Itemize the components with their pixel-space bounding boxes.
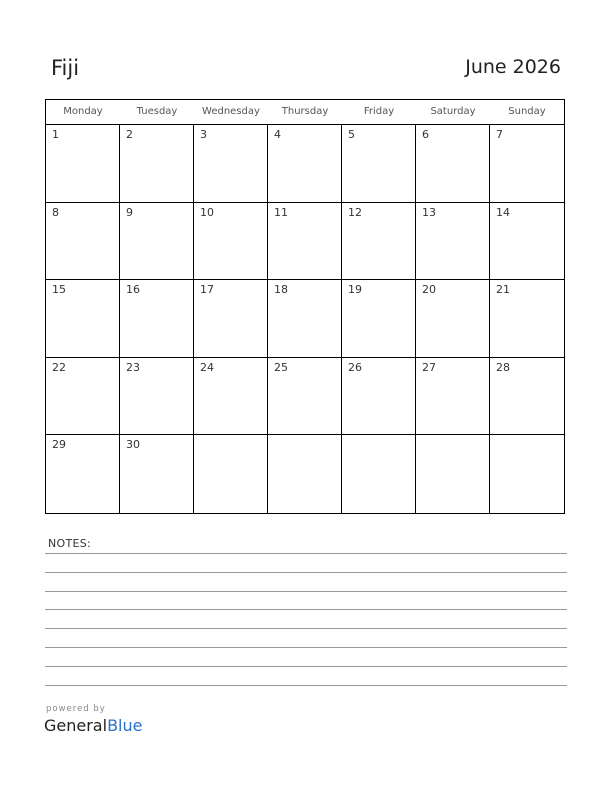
day-number: 13 [422,205,436,219]
calendar-grid [45,99,565,514]
day-number: 24 [200,360,214,374]
day-cell [268,358,342,436]
day-cell [268,125,342,203]
day-number: 26 [348,360,362,374]
day-cell [46,203,120,281]
day-number: 12 [348,205,362,219]
note-line [45,647,567,648]
day-cell [46,280,120,358]
day-number: 23 [126,360,140,374]
day-number: 17 [200,283,214,297]
weekday-label: Tuesday [136,106,178,117]
day-number: 5 [348,128,355,141]
day-number: 20 [422,283,436,297]
day-cell [194,358,268,436]
day-cell [120,280,194,358]
weekday-label: Saturday [430,106,476,117]
notes-label: NOTES: [48,537,92,550]
day-cell [416,435,490,513]
day-cell [342,125,416,203]
day-cell [120,435,194,513]
day-number: 7 [496,128,503,141]
month-year-title: June 2026 [465,56,561,78]
country-title: Fiji [51,56,80,80]
day-number: 14 [496,205,510,219]
day-number: 30 [126,438,140,452]
day-cell [490,358,564,436]
day-cell [416,280,490,358]
day-cell [194,125,268,203]
day-number: 27 [422,360,436,374]
day-number: 3 [200,128,207,141]
day-cell [490,435,564,513]
note-line [45,572,567,573]
day-cell [46,435,120,513]
day-cell [342,435,416,513]
day-number: 28 [496,360,510,374]
day-number: 6 [422,128,429,141]
day-number: 10 [200,205,214,219]
weekday-label: Wednesday [202,106,260,117]
note-line [45,553,567,554]
day-cell [268,435,342,513]
day-cell [120,358,194,436]
weekday-label: Sunday [508,106,546,117]
day-cell [342,280,416,358]
brand-general-text: General [44,716,108,735]
day-cell [416,358,490,436]
weekday-label: Friday [363,106,395,117]
note-line [45,628,567,629]
day-cell [490,125,564,203]
day-cell [342,358,416,436]
powered-by-text: powered by [46,704,106,714]
weekday-label: Thursday [281,106,329,117]
day-cell [490,280,564,358]
note-line [45,609,567,610]
day-cell [120,125,194,203]
day-cell [120,203,194,281]
day-number: 15 [52,283,66,297]
day-number: 21 [496,283,510,297]
day-cell [46,125,120,203]
day-number: 19 [348,283,362,297]
note-line [45,666,567,667]
weekday-header [46,100,564,125]
weekday-label: Monday [63,106,103,117]
day-number: 2 [126,128,133,141]
day-cell [416,125,490,203]
day-number: 22 [52,360,66,374]
day-number: 18 [274,283,288,297]
day-number: 9 [126,205,133,219]
day-cell [194,435,268,513]
day-cell [342,203,416,281]
day-number: 29 [52,438,66,452]
day-cell [46,358,120,436]
brand-blue-text: Blue [107,716,143,735]
day-cell [194,280,268,358]
day-number: 11 [274,205,288,219]
day-cell [268,203,342,281]
day-number: 25 [274,360,288,374]
day-cell [268,280,342,358]
day-number: 16 [126,283,140,297]
day-cell [416,203,490,281]
day-number: 8 [52,205,59,219]
note-line [45,685,567,686]
calendar-body [46,125,564,513]
day-number: 1 [52,128,59,141]
day-number: 4 [274,128,281,141]
generalblue-logo [44,716,142,735]
note-line [45,591,567,592]
day-cell [194,203,268,281]
day-cell [490,203,564,281]
